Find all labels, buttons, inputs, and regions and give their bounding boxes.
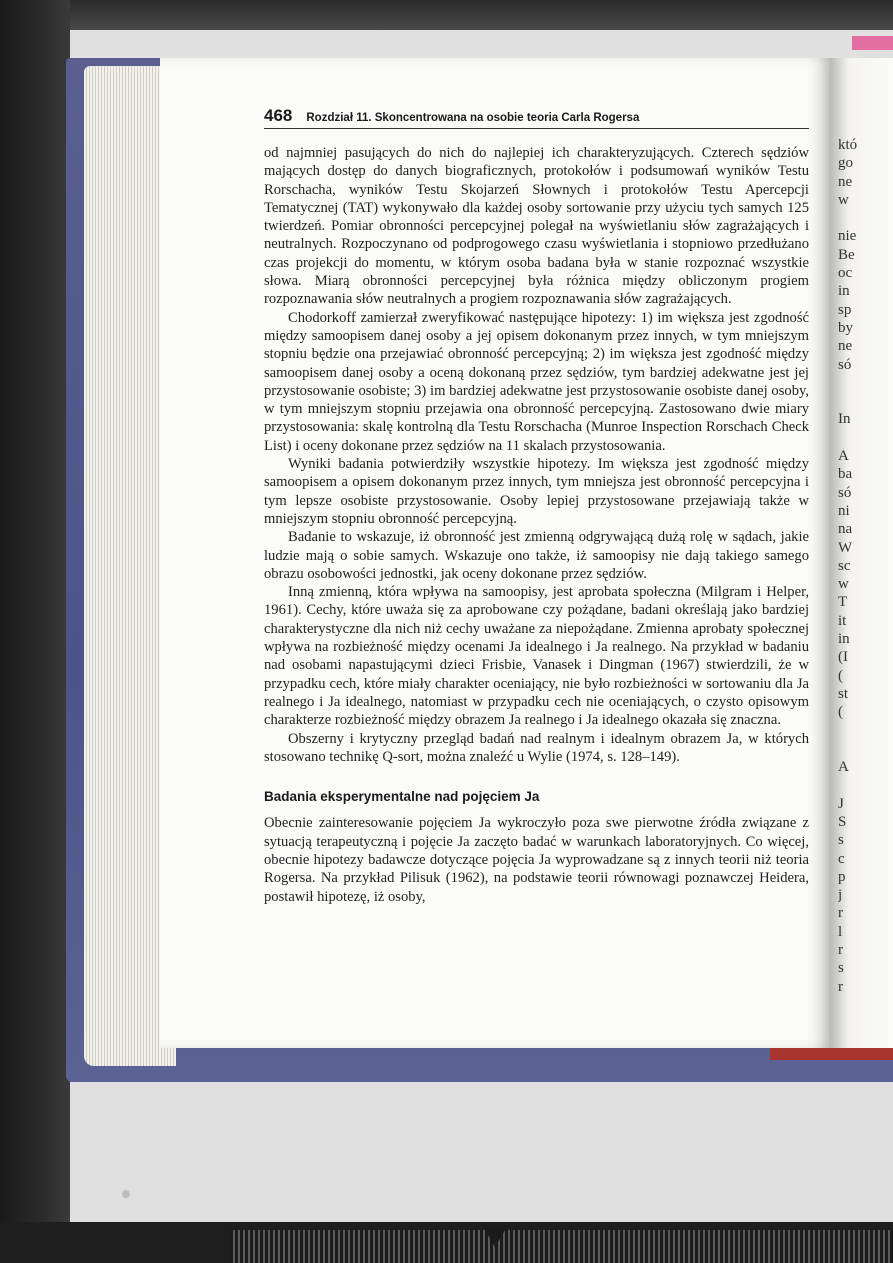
right-page-fragment: któ <box>838 137 858 153</box>
right-page-fragment: j <box>838 887 843 904</box>
right-page-fragment: go <box>838 155 853 172</box>
right-page-fragment: S <box>838 813 847 830</box>
paragraph: Badanie to wskazuje, iż obronność jest zmienną odgrywającą dużą rolę w sądach, jakie ludzie mają o sobie samych. Wskazuje ono także, iż samoopisy nie dają takiego samego obrazu osobowości jednostki, jak oceny dokonane przez sędziów. <box>264 529 809 582</box>
right-page-fragment: it <box>838 612 847 629</box>
section-heading: Badania eksperymentalne nad pojęciem Ja <box>264 789 540 805</box>
right-page-fragment: ( <box>838 667 843 684</box>
right-page-fragment: A <box>838 448 849 465</box>
page-number: 468 <box>264 106 293 125</box>
right-page-fragment: s <box>838 960 844 977</box>
right-page-fragment <box>838 776 890 794</box>
running-title: Rozdział 11. Skoncentrowana na osobie teoria Carla Rogersa <box>306 112 640 124</box>
right-page-fragment: l <box>838 923 843 940</box>
right-page-fragment <box>838 374 890 392</box>
bookmark-tab <box>852 36 893 50</box>
right-page-fragment: nie <box>838 228 857 245</box>
right-page-edge <box>830 58 893 1048</box>
right-page-fragment: oc <box>838 265 853 282</box>
scanner-top-edge <box>0 0 893 30</box>
right-page-fragment: ba <box>838 466 853 483</box>
scanner-ruler <box>230 1230 893 1263</box>
right-page-fragment: w <box>838 191 849 208</box>
right-page-fragment: só <box>838 356 852 373</box>
right-page-fragment: W <box>838 539 853 556</box>
arrow-down-icon <box>482 1225 508 1247</box>
right-page-fragment <box>838 209 890 227</box>
right-page-fragment: r <box>838 905 843 922</box>
page-header <box>264 106 809 129</box>
paragraph: Obszerny i krytyczny przegląd badań nad realnym i idealnym obrazem Ja, w których stosowano technikę Q-sort, można znaleźć u Wylie (1974, s. 128–149). <box>264 730 809 765</box>
right-page-fragment: A <box>838 759 849 776</box>
right-page-fragment: r <box>838 942 843 959</box>
right-page-fragment <box>838 722 890 740</box>
paragraph: Inną zmienną, która wpływa na samoopisy, jest aprobata społeczna (Milgram i Helper, 1961). Cechy, które uważa się za aprobowane czy pożądane, badani określają jako bardziej charakterystyczne dla nich niż cechy uważane za niepożądane. Zmienna aprobaty społecznej wpływa na rozbieżność między ocenami Ja idealnego i Ja realnego. Na przykład w badaniu nad osobami napastującymi dzieci Frisbie, Vanasek i Dingman (1967) stwierdzili, że w przypadku cech, które miały charakter oceniający, nie było rozbieżności w sortowaniu dla Ja realnego i Ja idealnego, natomiast w przypadku cech nie oceniających, o czysto opisowym charakterze rozbieżność między obrazem Ja realnego i Ja idealnego okazała się znaczna. <box>264 584 809 729</box>
scan-artifact-dot <box>122 1190 130 1198</box>
right-page-fragment: st <box>838 685 849 702</box>
paragraph: Wyniki badania potwierdziły wszystkie hipotezy. Im większa jest zgodność między samoopisem a opisem dokonanym przez innych, tym mniejsza jest obronność percepcyjna i tym lepsze osobiste przystosowanie. Osoby lepiej przystosowane przejawiają także w mniejszym stopniu obronność percepcyjną. <box>264 456 809 527</box>
body-text <box>264 144 809 906</box>
right-page-red-band <box>770 1048 893 1060</box>
right-page-fragment: sc <box>838 557 851 574</box>
right-page-fragment: in <box>838 631 850 648</box>
right-page-fragment: J <box>838 795 844 812</box>
right-page-fragment: só <box>838 484 852 501</box>
right-page-fragment: sp <box>838 301 852 318</box>
right-page-fragment: p <box>838 868 846 885</box>
right-page-fragment: s <box>838 832 844 849</box>
paragraph: Chodorkoff zamierzał zweryfikować następujące hipotezy: 1) im większa jest zgodność między samoopisem danej osoby a jej opisem dokonanym przez innych, w tym mniejszym stopniu będzie ona przejawiać obronność percepcyjną; 2) im większa jest zgodność między samoopisem danej osoby a oceną dokonaną przez sędziów, tym bardziej adekwatne jest jej przystosowanie osobiste; 3) im bardziej adekwatne jest przystosowanie osobiste danej osoby, w tym mniejszym stopniu przejawia ona obronność percepcyjną. Zastosowano dwie miary przystosowania: skalę kontrolną dla Testu Rorschacha (Munroe Inspection Rorschach Check List) i oceny dokonane przez sędziów na 11 skalach przystosowania. <box>264 309 809 454</box>
right-page-fragment: (I <box>838 649 848 666</box>
right-page-fragment: Be <box>838 246 855 263</box>
right-page-fragment: ni <box>838 502 850 519</box>
paragraph: od najmniej pasujących do nich do najlepiej ich charakteryzujących. Czterech sędziów mających dostęp do danych biograficznych, protokołów i podsumowań wyników Testu Rorschacha, wyników Testu Skojarzeń Słownych i protokołów Testu Apercepcji Tematycznej (TAT) wykonywało dla każdej osoby sortowanie przy użyciu tych samych 125 twierdzeń. Pomiar obronności percepcyjnej polegał na wyświetlaniu słów zagrażających i neutralnych. Rozpoczynano od podprogowego czasu wyświetlania i stopniowo przedłużano czas projekcji do momentu, w którym osoba badana była w stanie rozpoznać wszystkie słowa. Miarą obronności percepcyjnej była różnica między obliczonym progiem rozpoznawania słów neutralnych a progiem rozpoznawania słów zagrażających. <box>264 145 809 308</box>
scanner-left-edge <box>0 0 70 1263</box>
right-page-fragment: in <box>838 283 850 300</box>
right-page-fragment: na <box>838 521 853 538</box>
right-page-fragment <box>838 392 890 410</box>
right-page-fragment: r <box>838 978 843 995</box>
right-page-text-fragments <box>838 136 890 996</box>
right-page-fragment <box>838 429 890 447</box>
right-page-fragment: by <box>838 319 853 336</box>
left-page <box>160 58 830 1048</box>
paragraph: Obecnie zainteresowanie pojęciem Ja wykroczyło poza swe pierwotne źródła związane z sytuacją terapeutyczną i pojęcie Ja zaczęto badać w warunkach laboratoryjnych. Co więcej, obecnie hipotezy badawcze dotyczące pojęcia Ja wyprowadzane są z innych teorii niż teoria Rogersa. Na przykład Pilisuk (1962), na podstawie teorii równowagi poznawczej Heidera, postawił hipotezę, iż osoby, <box>264 815 809 905</box>
right-page-fragment: T <box>838 594 848 611</box>
right-page-fragment: c <box>838 850 845 867</box>
right-page-fragment <box>838 740 890 758</box>
right-page-fragment: ( <box>838 704 843 721</box>
right-page-fragment: ne <box>838 338 853 355</box>
right-page-fragment: w <box>838 576 849 593</box>
right-page-fragment: In <box>838 411 851 428</box>
right-page-fragment: ne <box>838 173 853 190</box>
